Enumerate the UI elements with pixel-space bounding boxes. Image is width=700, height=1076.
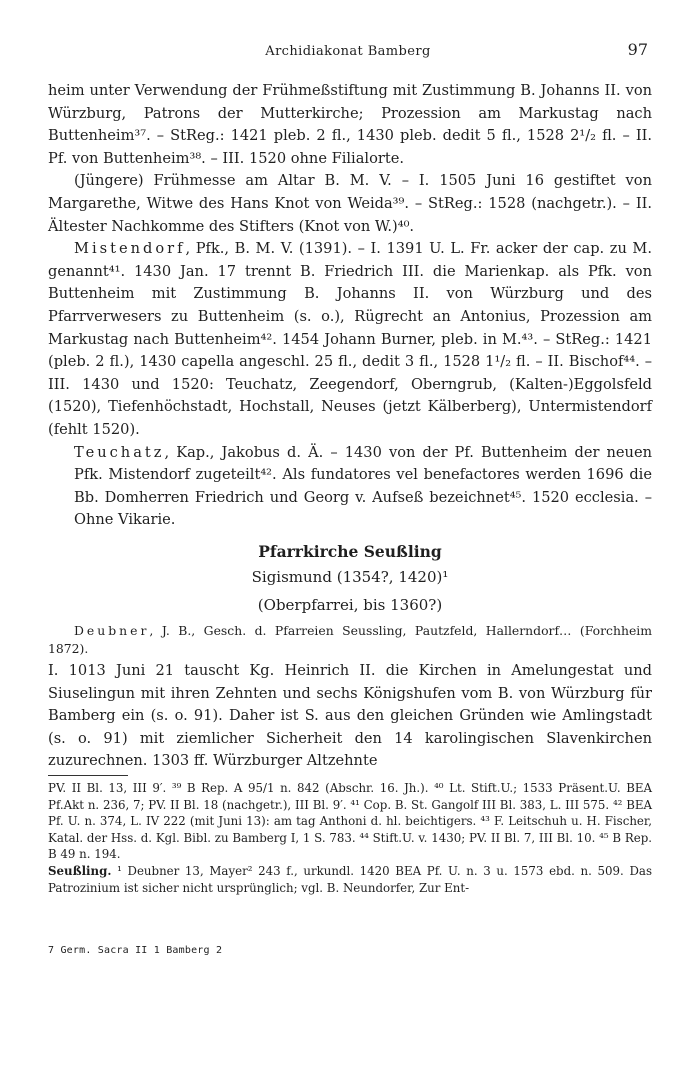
literature-text: , J. B., Gesch. d. Pfarreien Seussling, Pautzfeld, Hallerndorf… (Forchheim 1872). bbox=[48, 623, 652, 656]
section-title: Pfarrkirche Seußling bbox=[258, 542, 442, 561]
paragraph-fruehmesse: (Jüngere) Frühmesse am Altar B. M. V. – I. 1505 Juni 16 gestiftet von Margarethe, Witwe des Hans Knot von Weida³⁹. – StReg.: 1528 (nachgetr.). – II. Ältester Nachkomme des Stifters (Knot von W.)⁴⁰. bbox=[48, 172, 652, 235]
main-text-block bbox=[48, 80, 652, 532]
paragraph-buttenheim-continuation: heim unter Verwendung der Frühmeßstiftung mit Zustimmung B. Johanns II. von Würzburg, Patrons der Mutterkirche; Prozession am Markustag nach Buttenheim³⁷. – StReg.: 1421 pleb. 2 fl., 1430 pleb. dedit 5 fl., 1528 2¹/₂ fl. – II. Pf. von Buttenheim³⁸. – III. 1520 ohne Filialorte. bbox=[48, 82, 652, 167]
place-name-teuchatz: Teuchatz bbox=[74, 443, 165, 461]
paragraph-mistendorf bbox=[48, 238, 652, 441]
page-number: 97 bbox=[627, 40, 648, 59]
footnote-group-1: PV. II Bl. 13, III 9′. ³⁹ B Rep. A 95/1 n. 842 (Abschr. 16. Jh.). ⁴⁰ Lt. Stift.U.; 1533 Präsent.U. BEA Pf.Akt n. 236, 7; PV. II Bl. 18 (nachgetr.), III Bl. 9′. ⁴¹ Cop. B. St. Gangolf III Bl. 383, L. III 575. ⁴² BEA Pf. U. n. 374, L. IV 222 (mit Juni 13): am tag Anthoni d. hl. beichtigers. ⁴³ F. Leitschuh u. H. Fischer, Katal. der Hss. d. Kgl. Bibl. zu Bamberg I, 1 S. 783. ⁴⁴ Stift.U. v. 1430; PV. II Bl. 7, III Bl. 10. ⁴⁵ B Rep. B 49 n. 194. bbox=[48, 781, 652, 862]
paragraph-mistendorf-text: , Pfk., B. M. V. (1391). – I. 1391 U. L. Fr. acker der cap. zu M. genannt⁴¹. 1430 Jan. 17 trennt B. Friedrich III. die Marienkap. als Pfk. von Buttenheim mit Zustimmung B. Johanns II. von Würzburg und des Pfarrverwesers zu Buttenheim (s. o.), Rügrecht an Antonius, Prozession am Markustag nach Buttenheim⁴². 1454 Johann Burner, pleb. in M.⁴³. – StReg.: 1421 (pleb. 2 fl.), 1430 capella angeschl. 25 fl., dedit 3 fl., 1528 1¹/₂ fl. – II. Bischof⁴⁴. – III. 1430 und 1520: Teuchatz, Zeegendorf, Oberngrub, (Kalten-)Eggolsfeld (1520), Tiefenhöchstadt, Hochstall, Neuses (jetzt Kälberberg), Untermistendorf (fehlt 1520). bbox=[48, 240, 652, 438]
footnote-divider bbox=[48, 775, 128, 776]
footnote-label-seussling: Seußling. bbox=[48, 863, 112, 878]
paragraph-seussling-history: I. 1013 Juni 21 tauscht Kg. Heinrich II. die Kirchen in Amelungestat und Siuselingun mit ihren Zehnten und sechs Königshufen vom B. von Würzburg für Bamberg ein (s. o. 91). Daher ist S. aus den gleichen Gründen wie Amlingstadt (s. o. 91) mit ziemlicher Sicherheit den 14 karolingischen Slavenkirchen zuzurechnen. 1303 ff. Würzburger Altzehnte bbox=[48, 662, 652, 770]
paragraph-teuchatz bbox=[48, 442, 652, 532]
literature-reference bbox=[48, 622, 652, 658]
running-head bbox=[48, 40, 648, 60]
literature-author: Deubner bbox=[74, 623, 150, 638]
section-patron: Sigismund (1354?, 1420)¹ bbox=[251, 568, 449, 586]
section-status: (Oberpfarrei, bis 1360?) bbox=[257, 596, 443, 614]
footnote-seussling-text: ¹ Deubner 13, Mayer² 243 f., urkundl. 1420 BEA Pf. U. n. 3 u. 1573 ebd. n. 509. Das Patrozinium ist sicher nicht ursprünglich; vgl. B. Neundorfer, Zur Ent- bbox=[48, 863, 652, 895]
running-title: Archidiakonat Bamberg bbox=[265, 44, 431, 59]
footnote-group-2 bbox=[48, 863, 652, 896]
place-name-mistendorf: Mistendorf bbox=[74, 240, 186, 258]
print-signature: 7 Germ. Sacra II 1 Bamberg 2 bbox=[48, 945, 223, 956]
footnotes-block bbox=[48, 780, 652, 896]
paragraph-teuchatz-text: , Kap., Jakobus d. Ä. – 1430 von der Pf. Buttenheim der neuen Pfk. Mistendorf zugeteilt⁴². Als fundatores vel benefactores werden 1696 die Bb. Domherren Friedrich und Georg v. Aufseß bezeichnet⁴⁵. 1520 ecclesia. – Ohne Vikarie. bbox=[74, 443, 652, 529]
